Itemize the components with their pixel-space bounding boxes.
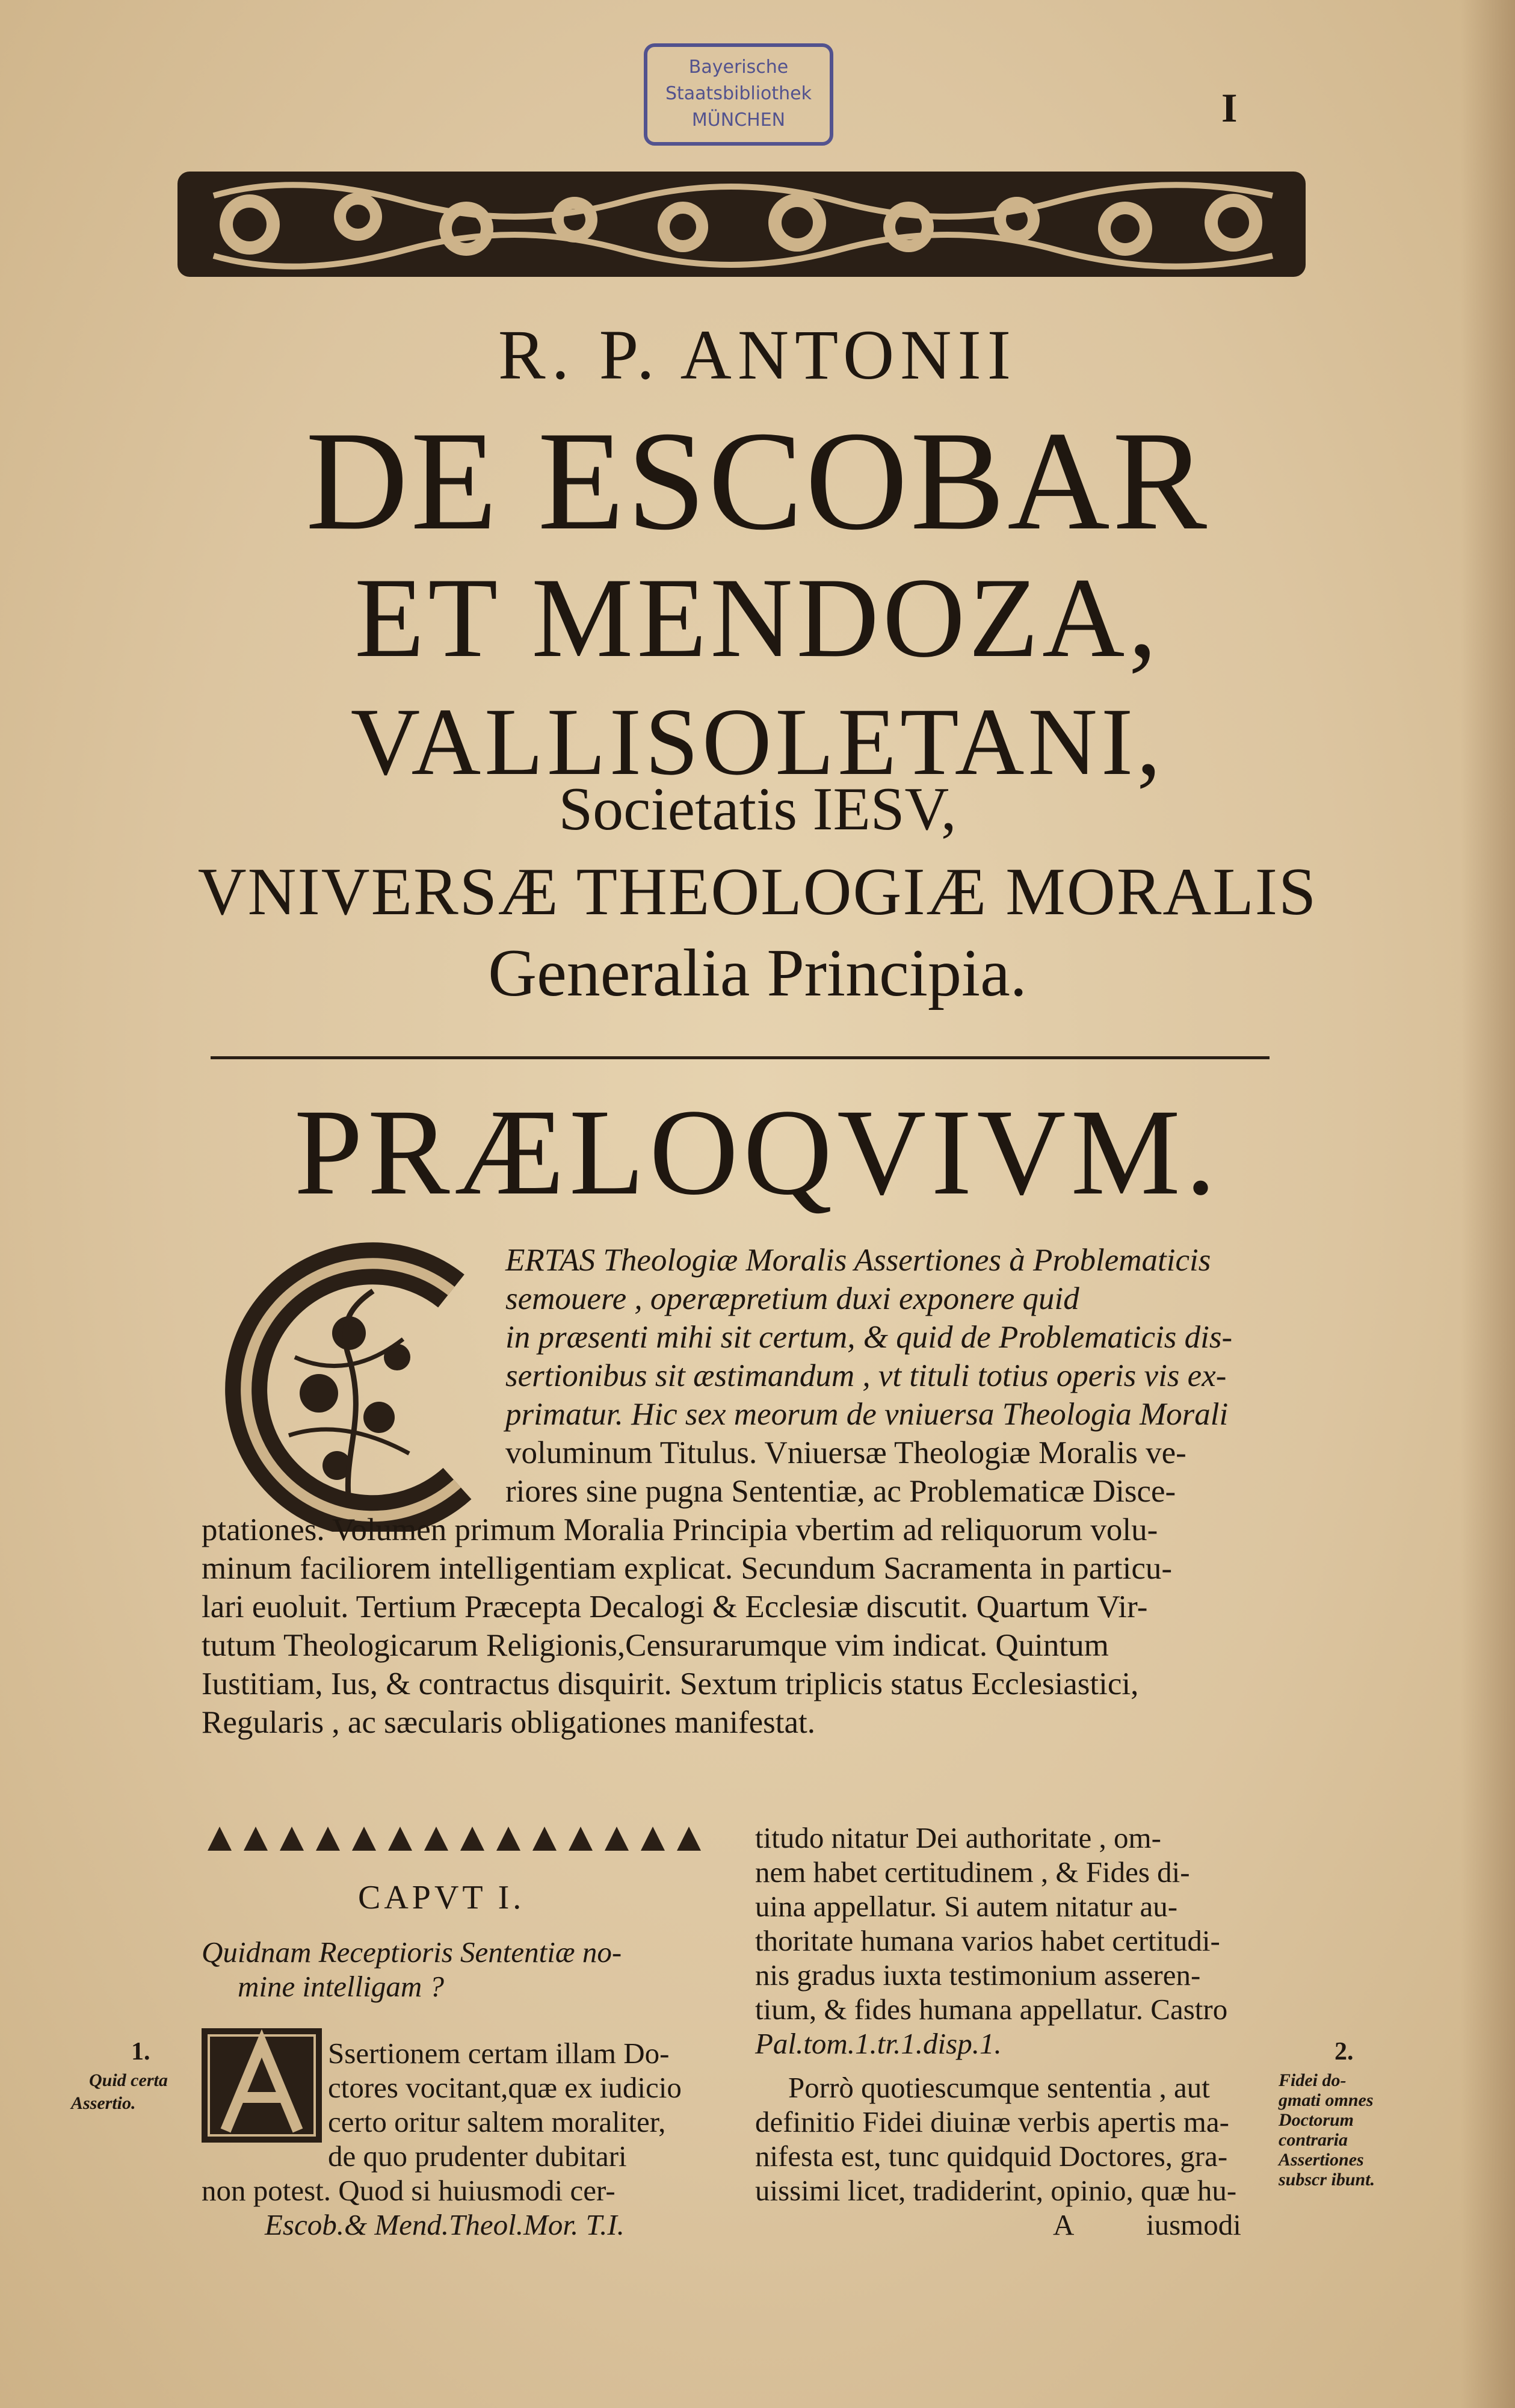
page-number: I bbox=[1221, 85, 1238, 131]
stamp-line-1: Bayerische bbox=[688, 57, 789, 78]
preface-line: in præsenti mihi sit certum, & quid de Problematicis dis- bbox=[505, 1320, 1233, 1355]
right-column-text bbox=[755, 1821, 1227, 2061]
right-column-line: titudo nitatur Dei authoritate , om- bbox=[755, 1821, 1161, 1854]
author-line-1: R. P. ANTONII bbox=[498, 315, 1017, 394]
margin-number-left: 1. bbox=[131, 2038, 150, 2066]
chapter-label: CAPVT I. bbox=[358, 1879, 525, 1916]
ornamental-headpiece bbox=[177, 159, 1306, 289]
right-column-line: uina appellatur. Si autem nitatur au- bbox=[755, 1890, 1178, 1923]
signature-mark: A bbox=[1053, 2208, 1075, 2241]
margin-note-line: contraria bbox=[1279, 2130, 1348, 2150]
margin-note-line: Fidei do- bbox=[1279, 2070, 1347, 2090]
library-stamp bbox=[644, 43, 833, 146]
author-line-5: Societatis IESV, bbox=[558, 775, 957, 843]
right-column-line: Porrò quotiescumque sententia , aut bbox=[788, 2071, 1210, 2104]
chapter-line: certo oritur saltem moraliter, bbox=[328, 2105, 666, 2138]
preface-text-full bbox=[202, 1511, 1172, 1742]
preface-line: primatur. Hic sex meorum de vniuersa Theologia Morali bbox=[505, 1397, 1229, 1432]
right-column-line: thoritate humana varios habet certitudi- bbox=[755, 1924, 1220, 1957]
margin-number-right: 2. bbox=[1334, 2038, 1354, 2066]
margin-note-right bbox=[1279, 2070, 1375, 2190]
margin-note-line: Doctorum bbox=[1279, 2110, 1354, 2130]
stamp-line-3: MÜNCHEN bbox=[691, 110, 786, 131]
author-line-2: DE ESCOBAR bbox=[305, 403, 1210, 560]
right-column-paragraph-2 bbox=[755, 2070, 1236, 2208]
preface-line: Regularis , ac sæcularis obligationes manifestat. bbox=[202, 1705, 815, 1740]
margin-note-left-1: Quid certa bbox=[89, 2070, 168, 2090]
preface-line: ptationes. Volumen primum Moralia Principia vbertim ad reliquorum volu- bbox=[202, 1512, 1158, 1547]
right-column-line: definitio Fidei diuinæ verbis apertis ma- bbox=[755, 2105, 1229, 2138]
margin-note-line: gmati omnes bbox=[1279, 2090, 1374, 2110]
preface-heading: PRÆLOQVIVM. bbox=[294, 1084, 1221, 1221]
author-line-4: VALLISOLETANI, bbox=[350, 688, 1165, 795]
chapter-line: non potest. Quod si huiusmodi cer- bbox=[202, 2174, 616, 2207]
stamp-line-2: Staatsbibliothek bbox=[665, 83, 812, 104]
decorated-initial-c-icon bbox=[199, 1237, 499, 1532]
work-subtitle: Generalia Principia. bbox=[488, 936, 1027, 1011]
margin-note-line: Assertiones bbox=[1279, 2150, 1364, 2170]
chapter-title-line-1: Quidnam Receptioris Sententiæ no- bbox=[202, 1936, 622, 1969]
preface-line: voluminum Titulus. Vniuersæ Theologiæ Moralis ve- bbox=[505, 1435, 1186, 1470]
right-column-line: nem habet certitudinem , & Fides di- bbox=[755, 1856, 1190, 1889]
catchword: iusmodi bbox=[1146, 2208, 1241, 2241]
chapter-line: ctores vocitant,quæ ex iudicio bbox=[328, 2071, 682, 2104]
chapter-line: Ssertionem certam illam Do- bbox=[328, 2037, 670, 2070]
chapter-body-indented bbox=[328, 2036, 682, 2173]
right-column-line: uissimi licet, tradiderint, opinio, quæ hu- bbox=[755, 2174, 1237, 2207]
margin-note-line: subscr ibunt. bbox=[1279, 2170, 1375, 2190]
right-column-line: tium, & fides humana appellatur. Castro bbox=[755, 1993, 1228, 2026]
preface-line: ERTAS Theologiæ Moralis Assertiones à Problematicis bbox=[505, 1243, 1211, 1278]
preface-line: tutum Theologicarum Religionis,Censurarumque vim indicat. Quintum bbox=[202, 1628, 1109, 1663]
divider-rule bbox=[211, 1056, 1270, 1059]
decorated-initial-a-icon bbox=[202, 2028, 322, 2143]
chapter-line: de quo prudenter dubitari bbox=[328, 2140, 627, 2173]
preface-line: semouere , operæpretium duxi exponere quid bbox=[505, 1281, 1079, 1316]
work-title: VNIVERSÆ THEOLOGIÆ MORALIS bbox=[197, 855, 1318, 929]
preface-text-indented bbox=[505, 1241, 1232, 1511]
margin-note-left-2: Assertio. bbox=[71, 2093, 136, 2113]
right-column-line: Pal.tom.1.tr.1.disp.1. bbox=[755, 2027, 1002, 2060]
preface-line: lari euoluit. Tertium Præcepta Decalogi & Ecclesiæ discutit. Quartum Vir- bbox=[202, 1589, 1148, 1624]
right-column-line: nifesta est, tunc quidquid Doctores, gra- bbox=[755, 2140, 1228, 2173]
preface-line: riores sine pugna Sententiæ, ac Problematicæ Disce- bbox=[505, 1474, 1176, 1509]
page-footer-citation: Escob.& Mend.Theol.Mor. T.I. bbox=[265, 2208, 625, 2241]
chapter-title-line-2: mine intelligam ? bbox=[238, 1970, 444, 2003]
right-column-line: nis gradus iuxta testimonium asseren- bbox=[755, 1958, 1201, 1992]
fleuron-row-icon bbox=[202, 1821, 719, 1857]
preface-line: sertionibus sit æstimandum , vt tituli totius operis vis ex- bbox=[505, 1358, 1227, 1393]
preface-line: minum faciliorem intelligentiam explicat. Secundum Sacramenta in particu- bbox=[202, 1551, 1173, 1586]
preface-line: Iustitiam, Ius, & contractus disquirit. Sextum triplicis status Ecclesiastici, bbox=[202, 1667, 1139, 1701]
author-line-3: ET MENDOZA, bbox=[354, 555, 1161, 681]
